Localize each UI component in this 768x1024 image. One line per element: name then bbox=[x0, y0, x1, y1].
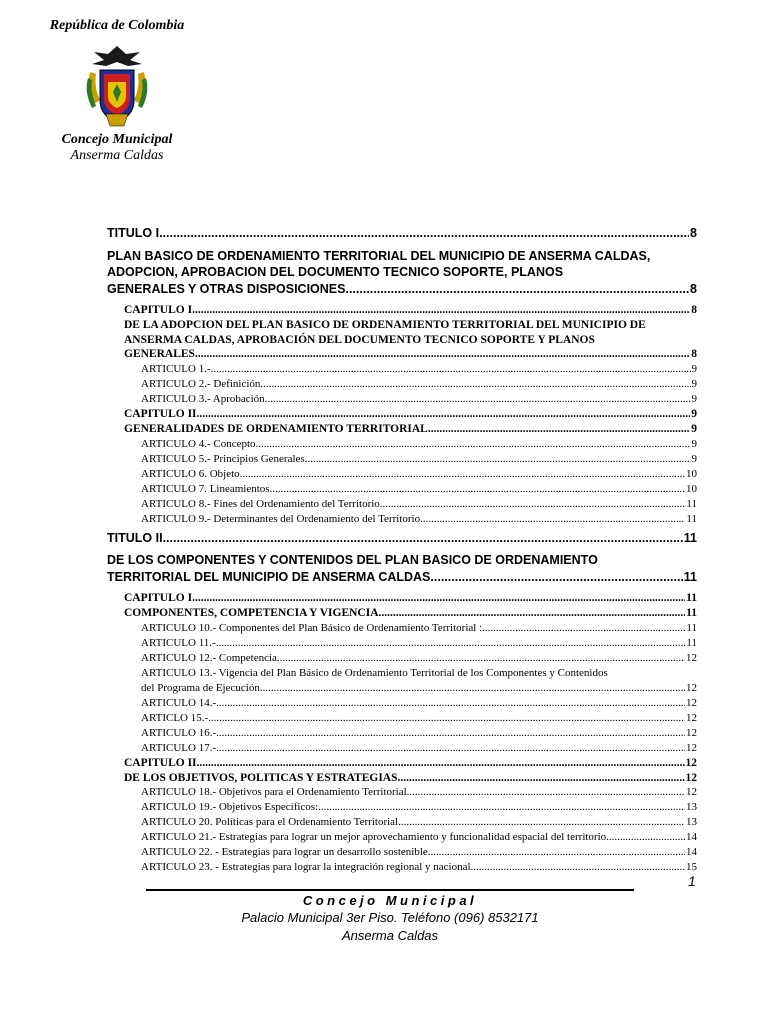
toc-entry-articulo-1[interactable]: ARTICULO 1.- ..... 9 bbox=[107, 362, 697, 377]
toc-entry-titulo-1[interactable]: TITULO I ..... 8 bbox=[107, 225, 697, 242]
toc-entry-articulo-17[interactable]: ARTICULO 17.- ..... 12 bbox=[107, 741, 697, 756]
footer-city: Anserma Caldas bbox=[341, 928, 439, 943]
letterhead bbox=[40, 18, 194, 164]
footer-divider bbox=[146, 889, 634, 891]
toc-entry-text: ARTICULO 13.- Vigencia del Plan Básico de Ordenamiento Territorial de los Componentes y Contenidos bbox=[141, 666, 608, 679]
toc-entry-capitulo-1-desc[interactable]: DE LA ADOPCION DEL PLAN BASICO DE ORDENAMIENTO TERRITORIAL DEL MUNICIPIO DE ANSERMA CALDAS, APROBACIÓN DEL DOCUMENTO TECNICO SOPORTE Y PLANOS GENERALES ..... 8 bbox=[107, 318, 697, 362]
toc-entry-articulo-5[interactable]: ARTICULO 5.- Principios Generales ..... 9 bbox=[107, 452, 697, 467]
toc-entry-articulo-12[interactable]: ARTICULO 12.- Competencia. ..... 12 bbox=[107, 651, 697, 666]
toc-entry-articulo-11[interactable]: ARTICULO 11.- ..... 11 bbox=[107, 636, 697, 651]
toc-entry-articulo-21[interactable]: ARTICULO 21.- Estrategias para lograr un mejor aprovechamiento y funcionalidad espacial del territorio. ..... 14 bbox=[107, 830, 697, 845]
council-label: Concejo Municipal bbox=[61, 132, 173, 147]
toc-entry-titulo-2[interactable]: TITULO II ..... 11 bbox=[107, 530, 697, 547]
toc-entry-articulo-2[interactable]: ARTICULO 2.- Definición. ..... 9 bbox=[107, 377, 697, 392]
toc-entry-articulo-22[interactable]: ARTICULO 22. - Estrategias para lograr un desarrollo sostenible. ..... 14 bbox=[107, 845, 697, 860]
municipal-coat-of-arms-icon bbox=[80, 42, 154, 128]
toc-entry-articulo-7[interactable]: ARTICULO 7. Lineamientos. ..... 10 bbox=[107, 482, 697, 497]
toc-entry-articulo-8[interactable]: ARTICULO 8.- Fines del Ordenamiento del Territorio. ..... 11 bbox=[107, 497, 697, 512]
toc-entry-capitulo-2[interactable]: CAPITULO II ..... 9 bbox=[107, 407, 697, 422]
toc-entry-articulo-3[interactable]: ARTICULO 3.- Aprobación. ..... 9 bbox=[107, 392, 697, 407]
toc-entry-articulo-14[interactable]: ARTICULO 14.- ..... 12 bbox=[107, 696, 697, 711]
toc-entry-articulo-16[interactable]: ARTICULO 16.- ..... 12 bbox=[107, 726, 697, 741]
toc-entry-text: DE LOS COMPONENTES Y CONTENIDOS DEL PLAN BASICO DE ORDENAMIENTO bbox=[107, 553, 598, 568]
toc-entry-titulo-2-desc[interactable]: DE LOS COMPONENTES Y CONTENIDOS DEL PLAN BASICO DE ORDENAMIENTO TERRITORIAL DEL MUNICIPIO DE ANSERMA CALDAS ..... 11 bbox=[107, 552, 697, 585]
toc-entry-text: PLAN BASICO DE ORDENAMIENTO TERRITORIAL DEL MUNICIPIO DE ANSERMA CALDAS, ADOPCION, APROBACION DEL DOCUMENTO TECNICO SOPORTE, PLANOS bbox=[107, 248, 651, 279]
republic-label: República de Colombia bbox=[49, 18, 185, 33]
toc-entry-articulo-4[interactable]: ARTICULO 4.- Concepto. ..... 9 bbox=[107, 437, 697, 452]
toc-entry-titulo-1-desc[interactable]: PLAN BASICO DE ORDENAMIENTO TERRITORIAL DEL MUNICIPIO DE ANSERMA CALDAS, ADOPCION, APROBACION DEL DOCUMENTO TECNICO SOPORTE, PLANOS GENERALES Y OTRAS DISPOSICIONES ..... 8 bbox=[107, 248, 697, 298]
toc-entry-articulo-10[interactable]: ARTICULO 10.- Componentes del Plan Básico de Ordenamiento Territorial : ..... 11 bbox=[107, 621, 697, 636]
footer-council: Concejo Municipal bbox=[302, 893, 478, 908]
toc-entry-capitulo-1-t2[interactable]: CAPITULO I ..... 11 bbox=[107, 591, 697, 606]
toc-entry-articulo-19[interactable]: ARTICULO 19.- Objetivos Específicos: ..... 13 bbox=[107, 800, 697, 815]
city-label: Anserma Caldas bbox=[70, 148, 164, 163]
toc-entry-articulo-15[interactable]: ARTICLO 15.- ..... 12 bbox=[107, 711, 697, 726]
toc-entry-articulo-20[interactable]: ARTICULO 20. Políticas para el Ordenamiento Territorial ..... 13 bbox=[107, 815, 697, 830]
toc-entry-capitulo-2-t2[interactable]: CAPITULO II ..... 12 bbox=[107, 756, 697, 771]
toc-entry-capitulo-1[interactable]: CAPITULO I ..... 8 bbox=[107, 303, 697, 318]
page-number: 1 bbox=[688, 873, 696, 889]
toc-entry-capitulo-2-desc[interactable]: GENERALIDADES DE ORDENAMIENTO TERRITORIAL ..... 9 bbox=[107, 422, 697, 437]
footer-address: Palacio Municipal 3er Piso. Teléfono (096) 8532171 bbox=[241, 910, 539, 925]
toc-entry-articulo-23[interactable]: ARTICULO 23. - Estrategias para lograr la integración regional y nacional. ..... 15 bbox=[107, 860, 697, 875]
toc-entry-capitulo-2-t2-desc[interactable]: DE LOS OBJETIVOS, POLITICAS Y ESTRATEGIAS ..... 12 bbox=[107, 771, 697, 786]
table-of-contents bbox=[107, 222, 697, 875]
toc-entry-articulo-9[interactable]: ARTICULO 9.- Determinantes del Ordenamiento del Territorio. ..... 11 bbox=[107, 512, 697, 527]
toc-entry-articulo-13[interactable]: ARTICULO 13.- Vigencia del Plan Básico de Ordenamiento Territorial de los Componentes y Contenidos del Programa de Ejecución ..... 12 bbox=[107, 666, 697, 696]
toc-entry-text: DE LA ADOPCION DEL PLAN BASICO DE ORDENAMIENTO TERRITORIAL DEL MUNICIPIO DE ANSERMA CALDAS, APROBACIÓN DEL DOCUMENTO TECNICO SOPORTE Y PLANOS bbox=[124, 318, 646, 346]
toc-entry-articulo-6[interactable]: ARTICULO 6. Objeto. ..... 10 bbox=[107, 467, 697, 482]
toc-entry-articulo-18[interactable]: ARTICULO 18.- Objetivos para el Ordenamiento Territorial ..... 12 bbox=[107, 785, 697, 800]
toc-entry-capitulo-1-t2-desc[interactable]: COMPONENTES, COMPETENCIA Y VIGENCIA ..... 11 bbox=[107, 606, 697, 621]
